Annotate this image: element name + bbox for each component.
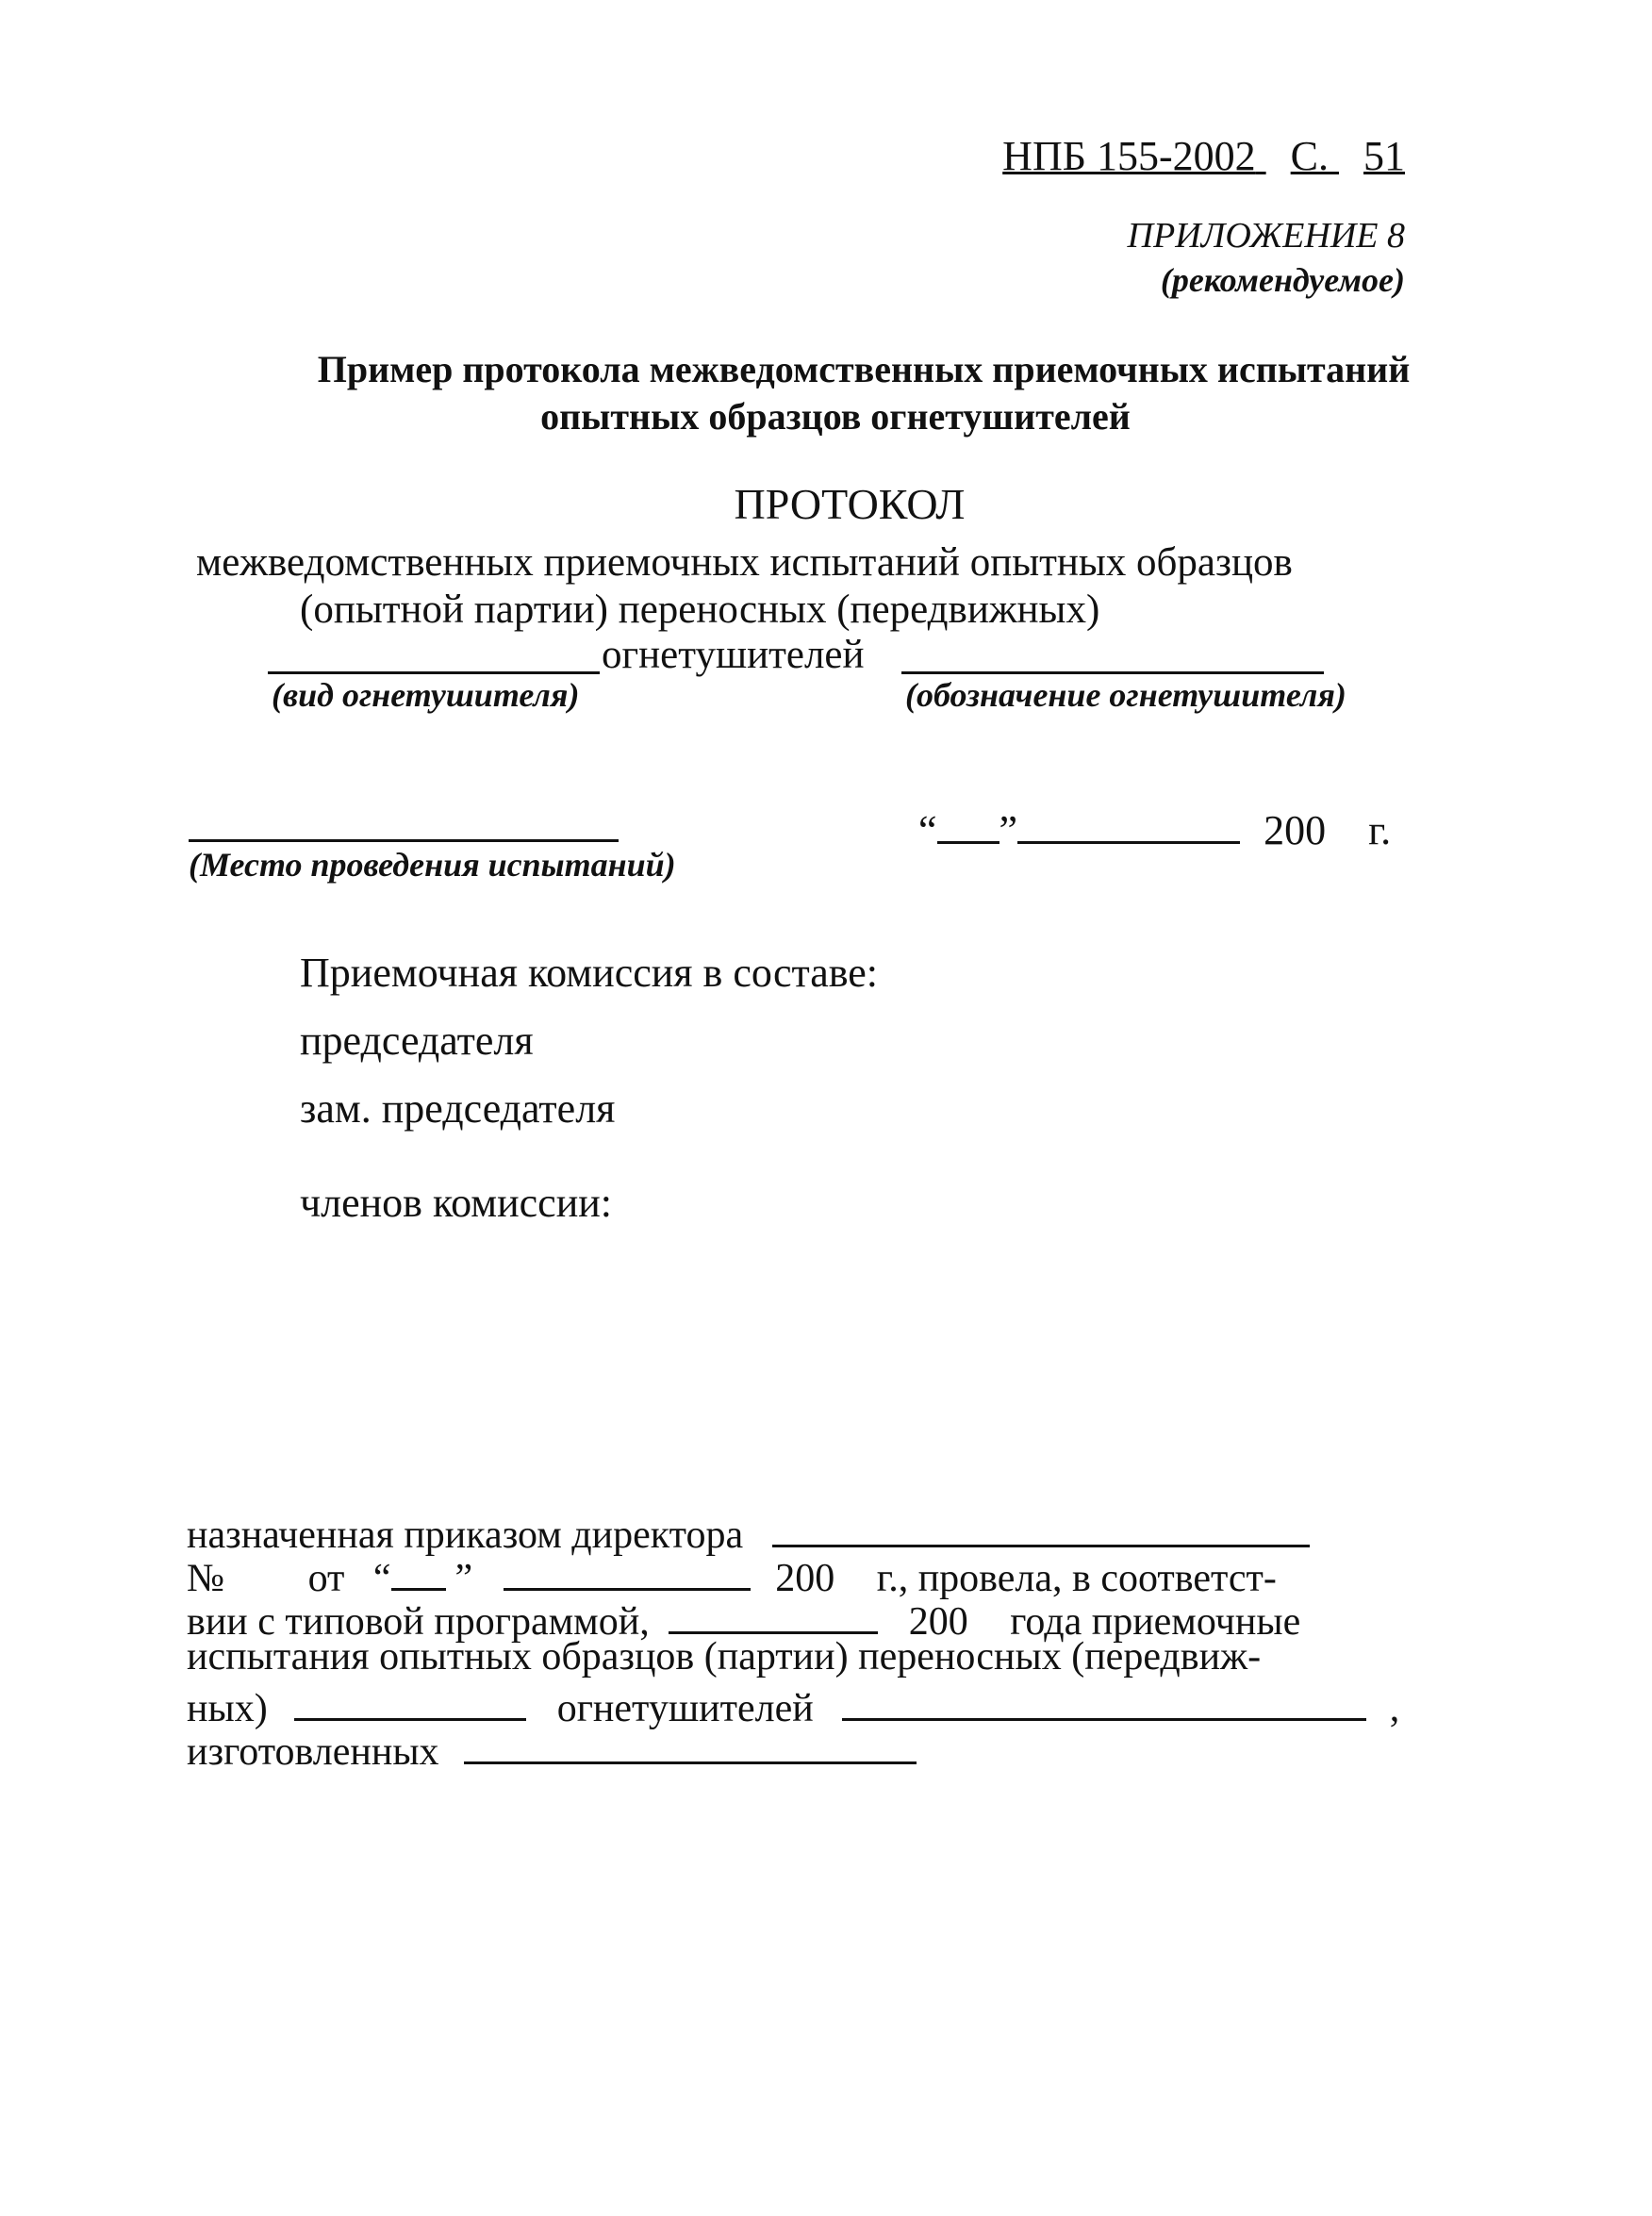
- blank-order-month[interactable]: [504, 1546, 751, 1591]
- quote-close: ”: [999, 807, 1018, 853]
- blank-extinguisher-kind[interactable]: [294, 1677, 526, 1721]
- appendix-note: (рекомендуемое): [1160, 261, 1405, 299]
- section-title-line2: опытных образцов огнетушителей: [540, 395, 1131, 438]
- body-line-4: испытания опытных образцов (партии) переносных (передвиж-: [187, 1635, 1262, 1679]
- caption-designation: (обозначение огнетушителя): [905, 676, 1346, 714]
- caption-place: (Место проведения испытаний): [189, 846, 676, 884]
- body-line-6: [187, 1720, 917, 1776]
- body-appointed-text: назначенная приказом директора: [187, 1513, 744, 1557]
- comma: ,: [1389, 1687, 1400, 1730]
- program-year: 200: [908, 1600, 968, 1644]
- date-year-suffix: г.: [1368, 807, 1392, 853]
- blank-manufacturer[interactable]: [464, 1720, 917, 1764]
- date-line: [918, 800, 1391, 854]
- page-label: С.: [1290, 133, 1329, 179]
- blank-extinguisher-designation-2[interactable]: [842, 1677, 1366, 1721]
- commission-members: членов комиссии:: [300, 1180, 613, 1226]
- commission-intro: Приемочная комиссия в составе:: [300, 950, 879, 996]
- blank-extinguisher-designation[interactable]: [901, 630, 1324, 674]
- manufactured-text: изготовленных: [187, 1730, 439, 1774]
- blank-day[interactable]: [937, 800, 999, 844]
- order-quote-close: ”: [454, 1557, 473, 1600]
- blank-director[interactable]: [772, 1503, 1310, 1547]
- mobile-suffix: ных): [187, 1687, 268, 1730]
- protocol-title: ПРОТОКОЛ: [734, 480, 966, 528]
- order-year: 200: [775, 1557, 835, 1600]
- doc-code: НПБ 155-2002: [1002, 133, 1256, 179]
- blank-month[interactable]: [1017, 800, 1240, 844]
- program-rest: года приемочные: [1010, 1600, 1301, 1644]
- blank-program-date[interactable]: [669, 1590, 878, 1634]
- order-rest: г., провела, в соответст-: [876, 1557, 1277, 1600]
- caption-type: (вид огнетушителя): [272, 676, 580, 714]
- extinguishers-word-2: огнетушителей: [556, 1687, 814, 1730]
- section-title-line1: Пример протокола межведомственных приемочных испытаний: [317, 348, 1411, 390]
- order-from: от: [307, 1557, 345, 1600]
- extinguishers-word: огнетушителей: [602, 633, 865, 677]
- date-year: 200: [1264, 807, 1327, 853]
- commission-chairman: председателя: [300, 1017, 534, 1064]
- appendix-title: ПРИЛОЖЕНИЕ 8: [1127, 216, 1405, 256]
- order-number-sign: №: [187, 1557, 225, 1600]
- blank-extinguisher-type[interactable]: [268, 630, 600, 674]
- blank-place[interactable]: [189, 798, 619, 842]
- commission-deputy: зам. председателя: [300, 1085, 616, 1132]
- protocol-line2: (опытной партии) переносных (передвижных): [300, 587, 1100, 632]
- page-number: 51: [1363, 133, 1405, 179]
- order-quote-open: “: [372, 1557, 391, 1600]
- page-header: [1002, 132, 1405, 180]
- protocol-line1: межведомственных приемочных испытаний опытных образцов: [196, 540, 1293, 585]
- quote-open: “: [918, 807, 937, 853]
- blank-order-day[interactable]: [391, 1546, 446, 1591]
- program-text: вии с типовой программой,: [187, 1600, 650, 1644]
